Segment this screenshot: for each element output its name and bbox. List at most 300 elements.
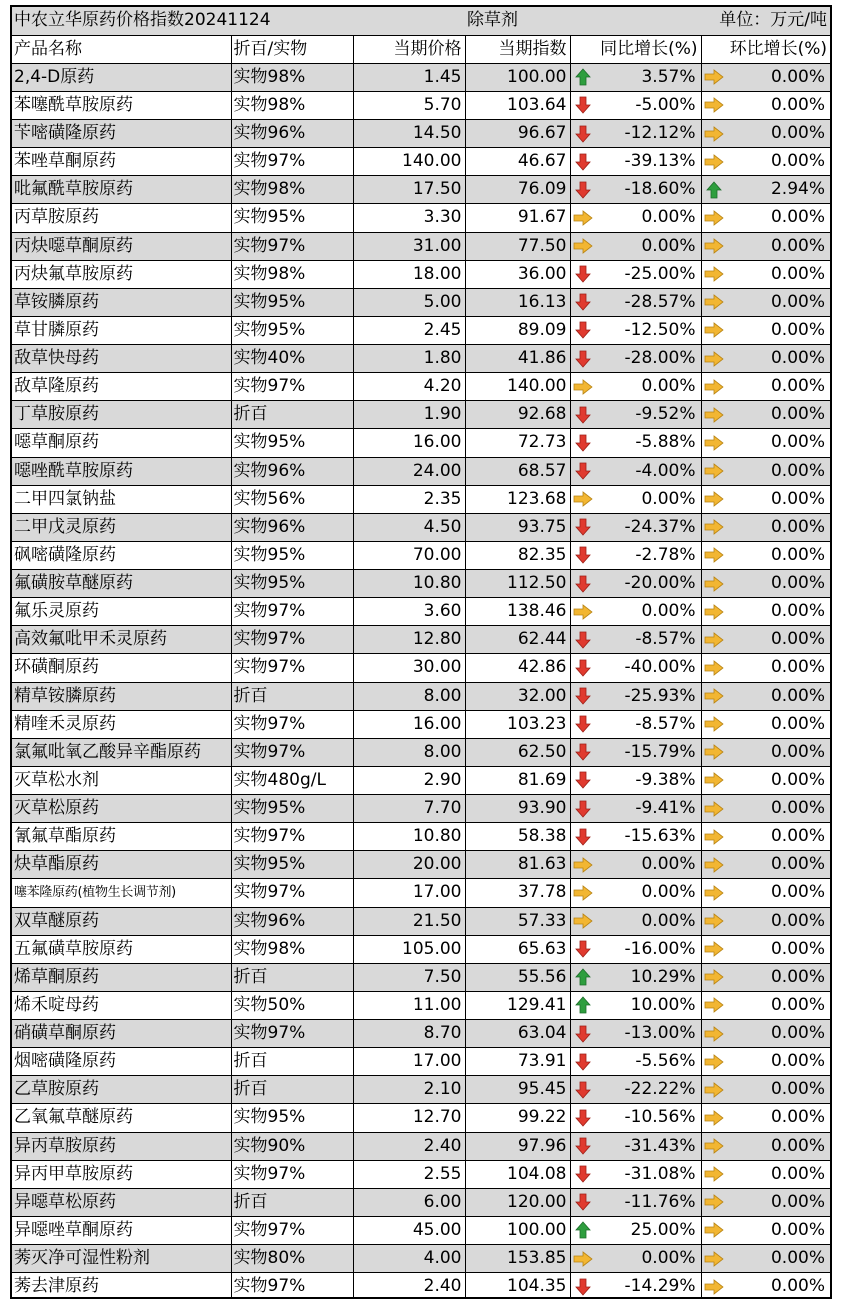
spec-cell: 实物97% <box>231 1273 353 1299</box>
spec-cell: 实物95% <box>231 541 353 569</box>
price-cell: 1.90 <box>353 401 465 429</box>
price-cell: 8.00 <box>353 738 465 766</box>
header-price: 当期价格 <box>353 35 465 63</box>
mom-cell <box>701 373 830 401</box>
yoy-cell <box>570 120 701 148</box>
yoy-value: -5.56% <box>635 1051 696 1072</box>
down-arrow-icon <box>573 827 593 847</box>
mom-cell <box>701 91 830 119</box>
mom-cell <box>701 626 830 654</box>
product-name: 双草醚原药 <box>12 907 231 935</box>
mom-cell <box>701 1273 830 1299</box>
yoy-value: -16.00% <box>624 938 696 959</box>
mom-cell <box>701 401 830 429</box>
table-row <box>12 654 830 682</box>
table-row <box>12 63 830 91</box>
table-row <box>12 316 830 344</box>
yoy-value: -12.50% <box>624 319 696 340</box>
mom-value: 0.00% <box>770 235 825 256</box>
mom-value: 0.00% <box>770 1135 825 1156</box>
mom-value: 0.00% <box>770 1191 825 1212</box>
spec-cell: 实物95% <box>231 1104 353 1132</box>
index-cell: 138.46 <box>465 598 570 626</box>
table-row <box>12 626 830 654</box>
yoy-value: 0.00% <box>641 235 696 256</box>
down-arrow-icon <box>573 1136 593 1156</box>
table-row <box>12 823 830 851</box>
mom-value: 2.94% <box>770 179 825 200</box>
up-arrow-icon <box>704 180 724 200</box>
yoy-cell <box>570 232 701 260</box>
right-arrow-icon <box>704 67 724 87</box>
right-arrow-icon <box>704 461 724 481</box>
price-cell: 2.55 <box>353 1160 465 1188</box>
right-arrow-icon <box>704 489 724 509</box>
mom-cell <box>701 120 830 148</box>
mom-value: 0.00% <box>770 432 825 453</box>
yoy-cell <box>570 907 701 935</box>
up-arrow-icon <box>573 967 593 987</box>
table-row <box>12 1188 830 1216</box>
yoy-cell <box>570 1104 701 1132</box>
spec-cell: 实物95% <box>231 795 353 823</box>
yoy-cell <box>570 1076 701 1104</box>
right-arrow-icon <box>573 883 593 903</box>
mom-cell <box>701 1048 830 1076</box>
product-name: 异噁草松原药 <box>12 1188 231 1216</box>
yoy-value: -22.22% <box>624 1079 696 1100</box>
mom-cell <box>701 204 830 232</box>
price-cell: 16.00 <box>353 710 465 738</box>
down-arrow-icon <box>573 545 593 565</box>
price-cell: 2.40 <box>353 1132 465 1160</box>
table-row <box>12 91 830 119</box>
yoy-value: -25.93% <box>624 685 696 706</box>
yoy-value: -39.13% <box>624 151 696 172</box>
mom-cell <box>701 682 830 710</box>
yoy-value: -5.00% <box>635 94 696 115</box>
product-name: 噁唑酰草胺原药 <box>12 457 231 485</box>
table-row <box>12 148 830 176</box>
index-cell: 37.78 <box>465 879 570 907</box>
spec-cell: 实物80% <box>231 1245 353 1273</box>
spec-cell: 实物97% <box>231 738 353 766</box>
spec-cell: 实物97% <box>231 1160 353 1188</box>
product-name: 莠去津原药 <box>12 1273 231 1299</box>
price-cell: 7.70 <box>353 795 465 823</box>
mom-value: 0.00% <box>770 1276 825 1297</box>
yoy-value: 25.00% <box>630 1219 696 1240</box>
right-arrow-icon <box>704 124 724 144</box>
right-arrow-icon <box>704 995 724 1015</box>
right-arrow-icon <box>704 208 724 228</box>
product-name: 草甘膦原药 <box>12 316 231 344</box>
spec-cell: 实物97% <box>231 879 353 907</box>
down-arrow-icon <box>573 1277 593 1297</box>
right-arrow-icon <box>704 95 724 115</box>
header-name: 产品名称 <box>12 35 231 63</box>
yoy-cell <box>570 795 701 823</box>
mom-value: 0.00% <box>770 207 825 228</box>
product-name: 苄嘧磺隆原药 <box>12 120 231 148</box>
yoy-value: -2.78% <box>635 544 696 565</box>
mom-cell <box>701 598 830 626</box>
price-cell: 3.30 <box>353 204 465 232</box>
right-arrow-icon <box>704 320 724 340</box>
product-name: 异丙草胺原药 <box>12 1132 231 1160</box>
product-name: 吡氟酰草胺原药 <box>12 176 231 204</box>
price-cell: 10.80 <box>353 823 465 851</box>
yoy-cell <box>570 457 701 485</box>
yoy-value: -40.00% <box>624 657 696 678</box>
product-name: 丁草胺原药 <box>12 401 231 429</box>
table-row <box>12 738 830 766</box>
down-arrow-icon <box>573 742 593 762</box>
index-cell: 73.91 <box>465 1048 570 1076</box>
mom-cell <box>701 1132 830 1160</box>
yoy-value: -14.29% <box>624 1276 696 1297</box>
mom-cell <box>701 148 830 176</box>
yoy-value: 0.00% <box>641 1248 696 1269</box>
mom-value: 0.00% <box>770 798 825 819</box>
mom-cell <box>701 823 830 851</box>
table-row <box>12 513 830 541</box>
index-cell: 82.35 <box>465 541 570 569</box>
mom-value: 0.00% <box>770 938 825 959</box>
index-cell: 89.09 <box>465 316 570 344</box>
yoy-cell <box>570 935 701 963</box>
index-cell: 81.69 <box>465 766 570 794</box>
right-arrow-icon <box>704 152 724 172</box>
mom-cell <box>701 991 830 1019</box>
mom-cell <box>701 738 830 766</box>
yoy-value: -9.38% <box>635 769 696 790</box>
index-cell: 104.08 <box>465 1160 570 1188</box>
spec-cell: 折百 <box>231 1048 353 1076</box>
index-cell: 63.04 <box>465 1020 570 1048</box>
down-arrow-icon <box>573 1024 593 1044</box>
product-name: 莠灭净可湿性粉剂 <box>12 1245 231 1273</box>
spec-cell: 实物97% <box>231 148 353 176</box>
spec-cell: 实物40% <box>231 345 353 373</box>
product-name: 乙草胺原药 <box>12 1076 231 1104</box>
product-name: 异噁唑草酮原药 <box>12 1216 231 1244</box>
mom-value: 0.00% <box>770 404 825 425</box>
yoy-cell <box>570 682 701 710</box>
up-arrow-icon <box>573 995 593 1015</box>
index-cell: 72.73 <box>465 429 570 457</box>
header-spec: 折百/实物 <box>231 35 353 63</box>
mom-value: 0.00% <box>770 1107 825 1128</box>
index-cell: 46.67 <box>465 148 570 176</box>
table-row <box>12 1245 830 1273</box>
yoy-value: -8.57% <box>635 713 696 734</box>
right-arrow-icon <box>704 1164 724 1184</box>
down-arrow-icon <box>573 1080 593 1100</box>
right-arrow-icon <box>704 292 724 312</box>
yoy-cell <box>570 738 701 766</box>
price-cell: 105.00 <box>353 935 465 963</box>
table-row <box>12 260 830 288</box>
yoy-cell <box>570 654 701 682</box>
mom-value: 0.00% <box>770 910 825 931</box>
table-row <box>12 120 830 148</box>
mom-cell <box>701 429 830 457</box>
spec-cell: 折百 <box>231 401 353 429</box>
table-row <box>12 204 830 232</box>
spec-cell: 实物97% <box>231 1216 353 1244</box>
yoy-value: -13.00% <box>624 1023 696 1044</box>
down-arrow-icon <box>573 1164 593 1184</box>
product-name: 氟乐灵原药 <box>12 598 231 626</box>
mom-value: 0.00% <box>770 1163 825 1184</box>
price-cell: 140.00 <box>353 148 465 176</box>
yoy-cell <box>570 1273 701 1299</box>
mom-value: 0.00% <box>770 460 825 481</box>
product-name: 烯禾啶母药 <box>12 991 231 1019</box>
product-name: 灭草松原药 <box>12 795 231 823</box>
yoy-value: 0.00% <box>641 910 696 931</box>
down-arrow-icon <box>573 461 593 481</box>
mom-value: 0.00% <box>770 854 825 875</box>
index-cell: 77.50 <box>465 232 570 260</box>
right-arrow-icon <box>704 1108 724 1128</box>
mom-value: 0.00% <box>770 769 825 790</box>
right-arrow-icon <box>704 1080 724 1100</box>
index-cell: 76.09 <box>465 176 570 204</box>
table-row <box>12 795 830 823</box>
index-cell: 103.64 <box>465 91 570 119</box>
index-cell: 129.41 <box>465 991 570 1019</box>
price-cell: 2.40 <box>353 1273 465 1299</box>
mom-cell <box>701 710 830 738</box>
price-cell: 17.50 <box>353 176 465 204</box>
right-arrow-icon <box>704 1249 724 1269</box>
price-cell: 8.00 <box>353 682 465 710</box>
product-name: 环磺酮原药 <box>12 654 231 682</box>
table-row <box>12 570 830 598</box>
price-cell: 17.00 <box>353 879 465 907</box>
yoy-value: 0.00% <box>641 376 696 397</box>
right-arrow-icon <box>704 1024 724 1044</box>
table-row <box>12 1076 830 1104</box>
table-row <box>12 766 830 794</box>
table-row <box>12 1132 830 1160</box>
yoy-value: 10.29% <box>630 966 696 987</box>
right-arrow-icon <box>704 349 724 369</box>
yoy-cell <box>570 401 701 429</box>
yoy-cell <box>570 485 701 513</box>
spec-cell: 实物98% <box>231 935 353 963</box>
right-arrow-icon <box>573 377 593 397</box>
index-cell: 92.68 <box>465 401 570 429</box>
product-name: 炔草酯原药 <box>12 851 231 879</box>
mom-cell <box>701 654 830 682</box>
product-name: 烟嘧磺隆原药 <box>12 1048 231 1076</box>
price-cell: 20.00 <box>353 851 465 879</box>
spec-cell: 实物96% <box>231 513 353 541</box>
spec-cell: 实物97% <box>231 654 353 682</box>
price-cell: 30.00 <box>353 654 465 682</box>
table-row <box>12 401 830 429</box>
mom-value: 0.00% <box>770 685 825 706</box>
mom-value: 0.00% <box>770 1219 825 1240</box>
price-cell: 21.50 <box>353 907 465 935</box>
mom-cell <box>701 851 830 879</box>
yoy-value: -18.60% <box>624 179 696 200</box>
down-arrow-icon <box>573 264 593 284</box>
index-cell: 96.67 <box>465 120 570 148</box>
yoy-cell <box>570 288 701 316</box>
right-arrow-icon <box>704 1136 724 1156</box>
yoy-value: 3.57% <box>641 66 696 87</box>
index-cell: 103.23 <box>465 710 570 738</box>
down-arrow-icon <box>573 433 593 453</box>
spec-cell: 实物480g/L <box>231 766 353 794</box>
right-arrow-icon <box>704 1192 724 1212</box>
table-row <box>12 710 830 738</box>
right-arrow-icon <box>704 939 724 959</box>
yoy-cell <box>570 1160 701 1188</box>
down-arrow-icon <box>573 658 593 678</box>
price-cell: 17.00 <box>353 1048 465 1076</box>
table-row <box>12 485 830 513</box>
mom-value: 0.00% <box>770 516 825 537</box>
product-name: 精喹禾灵原药 <box>12 710 231 738</box>
yoy-cell <box>570 1188 701 1216</box>
down-arrow-icon <box>573 630 593 650</box>
spec-cell: 实物96% <box>231 457 353 485</box>
table-row <box>12 541 830 569</box>
mom-value: 0.00% <box>770 713 825 734</box>
right-arrow-icon <box>704 714 724 734</box>
right-arrow-icon <box>704 855 724 875</box>
product-name: 氰氟草酯原药 <box>12 823 231 851</box>
spec-cell: 实物97% <box>231 373 353 401</box>
right-arrow-icon <box>704 517 724 537</box>
yoy-cell <box>570 879 701 907</box>
mom-cell <box>701 1076 830 1104</box>
down-arrow-icon <box>573 180 593 200</box>
yoy-cell <box>570 766 701 794</box>
mom-cell <box>701 766 830 794</box>
product-name: 二甲四氯钠盐 <box>12 485 231 513</box>
mom-cell <box>701 795 830 823</box>
index-cell: 16.13 <box>465 288 570 316</box>
index-cell: 58.38 <box>465 823 570 851</box>
mom-value: 0.00% <box>770 826 825 847</box>
right-arrow-icon <box>573 855 593 875</box>
price-cell: 2.45 <box>353 316 465 344</box>
spec-cell: 实物95% <box>231 204 353 232</box>
spec-cell: 实物98% <box>231 63 353 91</box>
right-arrow-icon <box>573 1249 593 1269</box>
spec-cell: 折百 <box>231 682 353 710</box>
index-cell: 36.00 <box>465 260 570 288</box>
down-arrow-icon <box>573 1052 593 1072</box>
down-arrow-icon <box>573 152 593 172</box>
spec-cell: 实物95% <box>231 316 353 344</box>
table-row <box>12 682 830 710</box>
header-row <box>12 35 830 63</box>
table-row <box>12 1020 830 1048</box>
yoy-value: 0.00% <box>641 854 696 875</box>
price-cell: 12.70 <box>353 1104 465 1132</box>
spec-cell: 实物95% <box>231 570 353 598</box>
right-arrow-icon <box>704 658 724 678</box>
mom-value: 0.00% <box>770 1023 825 1044</box>
product-name: 乙氧氟草醚原药 <box>12 1104 231 1132</box>
yoy-cell <box>570 1245 701 1273</box>
right-arrow-icon <box>704 827 724 847</box>
yoy-cell <box>570 570 701 598</box>
spec-cell: 实物97% <box>231 1020 353 1048</box>
right-arrow-icon <box>704 686 724 706</box>
yoy-value: -10.56% <box>624 1107 696 1128</box>
down-arrow-icon <box>573 1192 593 1212</box>
mom-value: 0.00% <box>770 573 825 594</box>
sheet-title: 中农立华原药价格指数20241124 <box>12 7 465 35</box>
yoy-value: -12.12% <box>624 123 696 144</box>
down-arrow-icon <box>573 405 593 425</box>
yoy-cell <box>570 823 701 851</box>
up-arrow-icon <box>573 1220 593 1240</box>
unit-label: 单位：万元/吨 <box>701 7 830 35</box>
mom-value: 0.00% <box>770 741 825 762</box>
index-cell: 68.57 <box>465 457 570 485</box>
mom-cell <box>701 570 830 598</box>
index-cell: 112.50 <box>465 570 570 598</box>
right-arrow-icon <box>704 602 724 622</box>
table-row <box>12 1273 830 1299</box>
table-row <box>12 373 830 401</box>
index-cell: 104.35 <box>465 1273 570 1299</box>
right-arrow-icon <box>704 770 724 790</box>
yoy-value: 0.00% <box>641 882 696 903</box>
price-cell: 16.00 <box>353 429 465 457</box>
price-cell: 4.20 <box>353 373 465 401</box>
mom-cell <box>701 485 830 513</box>
down-arrow-icon <box>573 939 593 959</box>
product-name: 烯草酮原药 <box>12 963 231 991</box>
down-arrow-icon <box>573 349 593 369</box>
mom-value: 0.00% <box>770 94 825 115</box>
price-cell: 24.00 <box>353 457 465 485</box>
right-arrow-icon <box>573 208 593 228</box>
mom-cell <box>701 1188 830 1216</box>
table-row <box>12 345 830 373</box>
index-cell: 55.56 <box>465 963 570 991</box>
yoy-cell <box>570 429 701 457</box>
yoy-value: 10.00% <box>630 994 696 1015</box>
mom-cell <box>701 260 830 288</box>
mom-value: 0.00% <box>770 348 825 369</box>
yoy-cell <box>570 626 701 654</box>
yoy-value: -31.43% <box>624 1135 696 1156</box>
right-arrow-icon <box>704 1277 724 1297</box>
index-cell: 42.86 <box>465 654 570 682</box>
mom-value: 0.00% <box>770 66 825 87</box>
product-name: 丙炔噁草酮原药 <box>12 232 231 260</box>
table-row <box>12 991 830 1019</box>
yoy-cell <box>570 541 701 569</box>
mom-cell <box>701 1216 830 1244</box>
index-cell: 123.68 <box>465 485 570 513</box>
mom-cell <box>701 288 830 316</box>
product-name: 灭草松水剂 <box>12 766 231 794</box>
yoy-cell <box>570 204 701 232</box>
price-cell: 12.80 <box>353 626 465 654</box>
